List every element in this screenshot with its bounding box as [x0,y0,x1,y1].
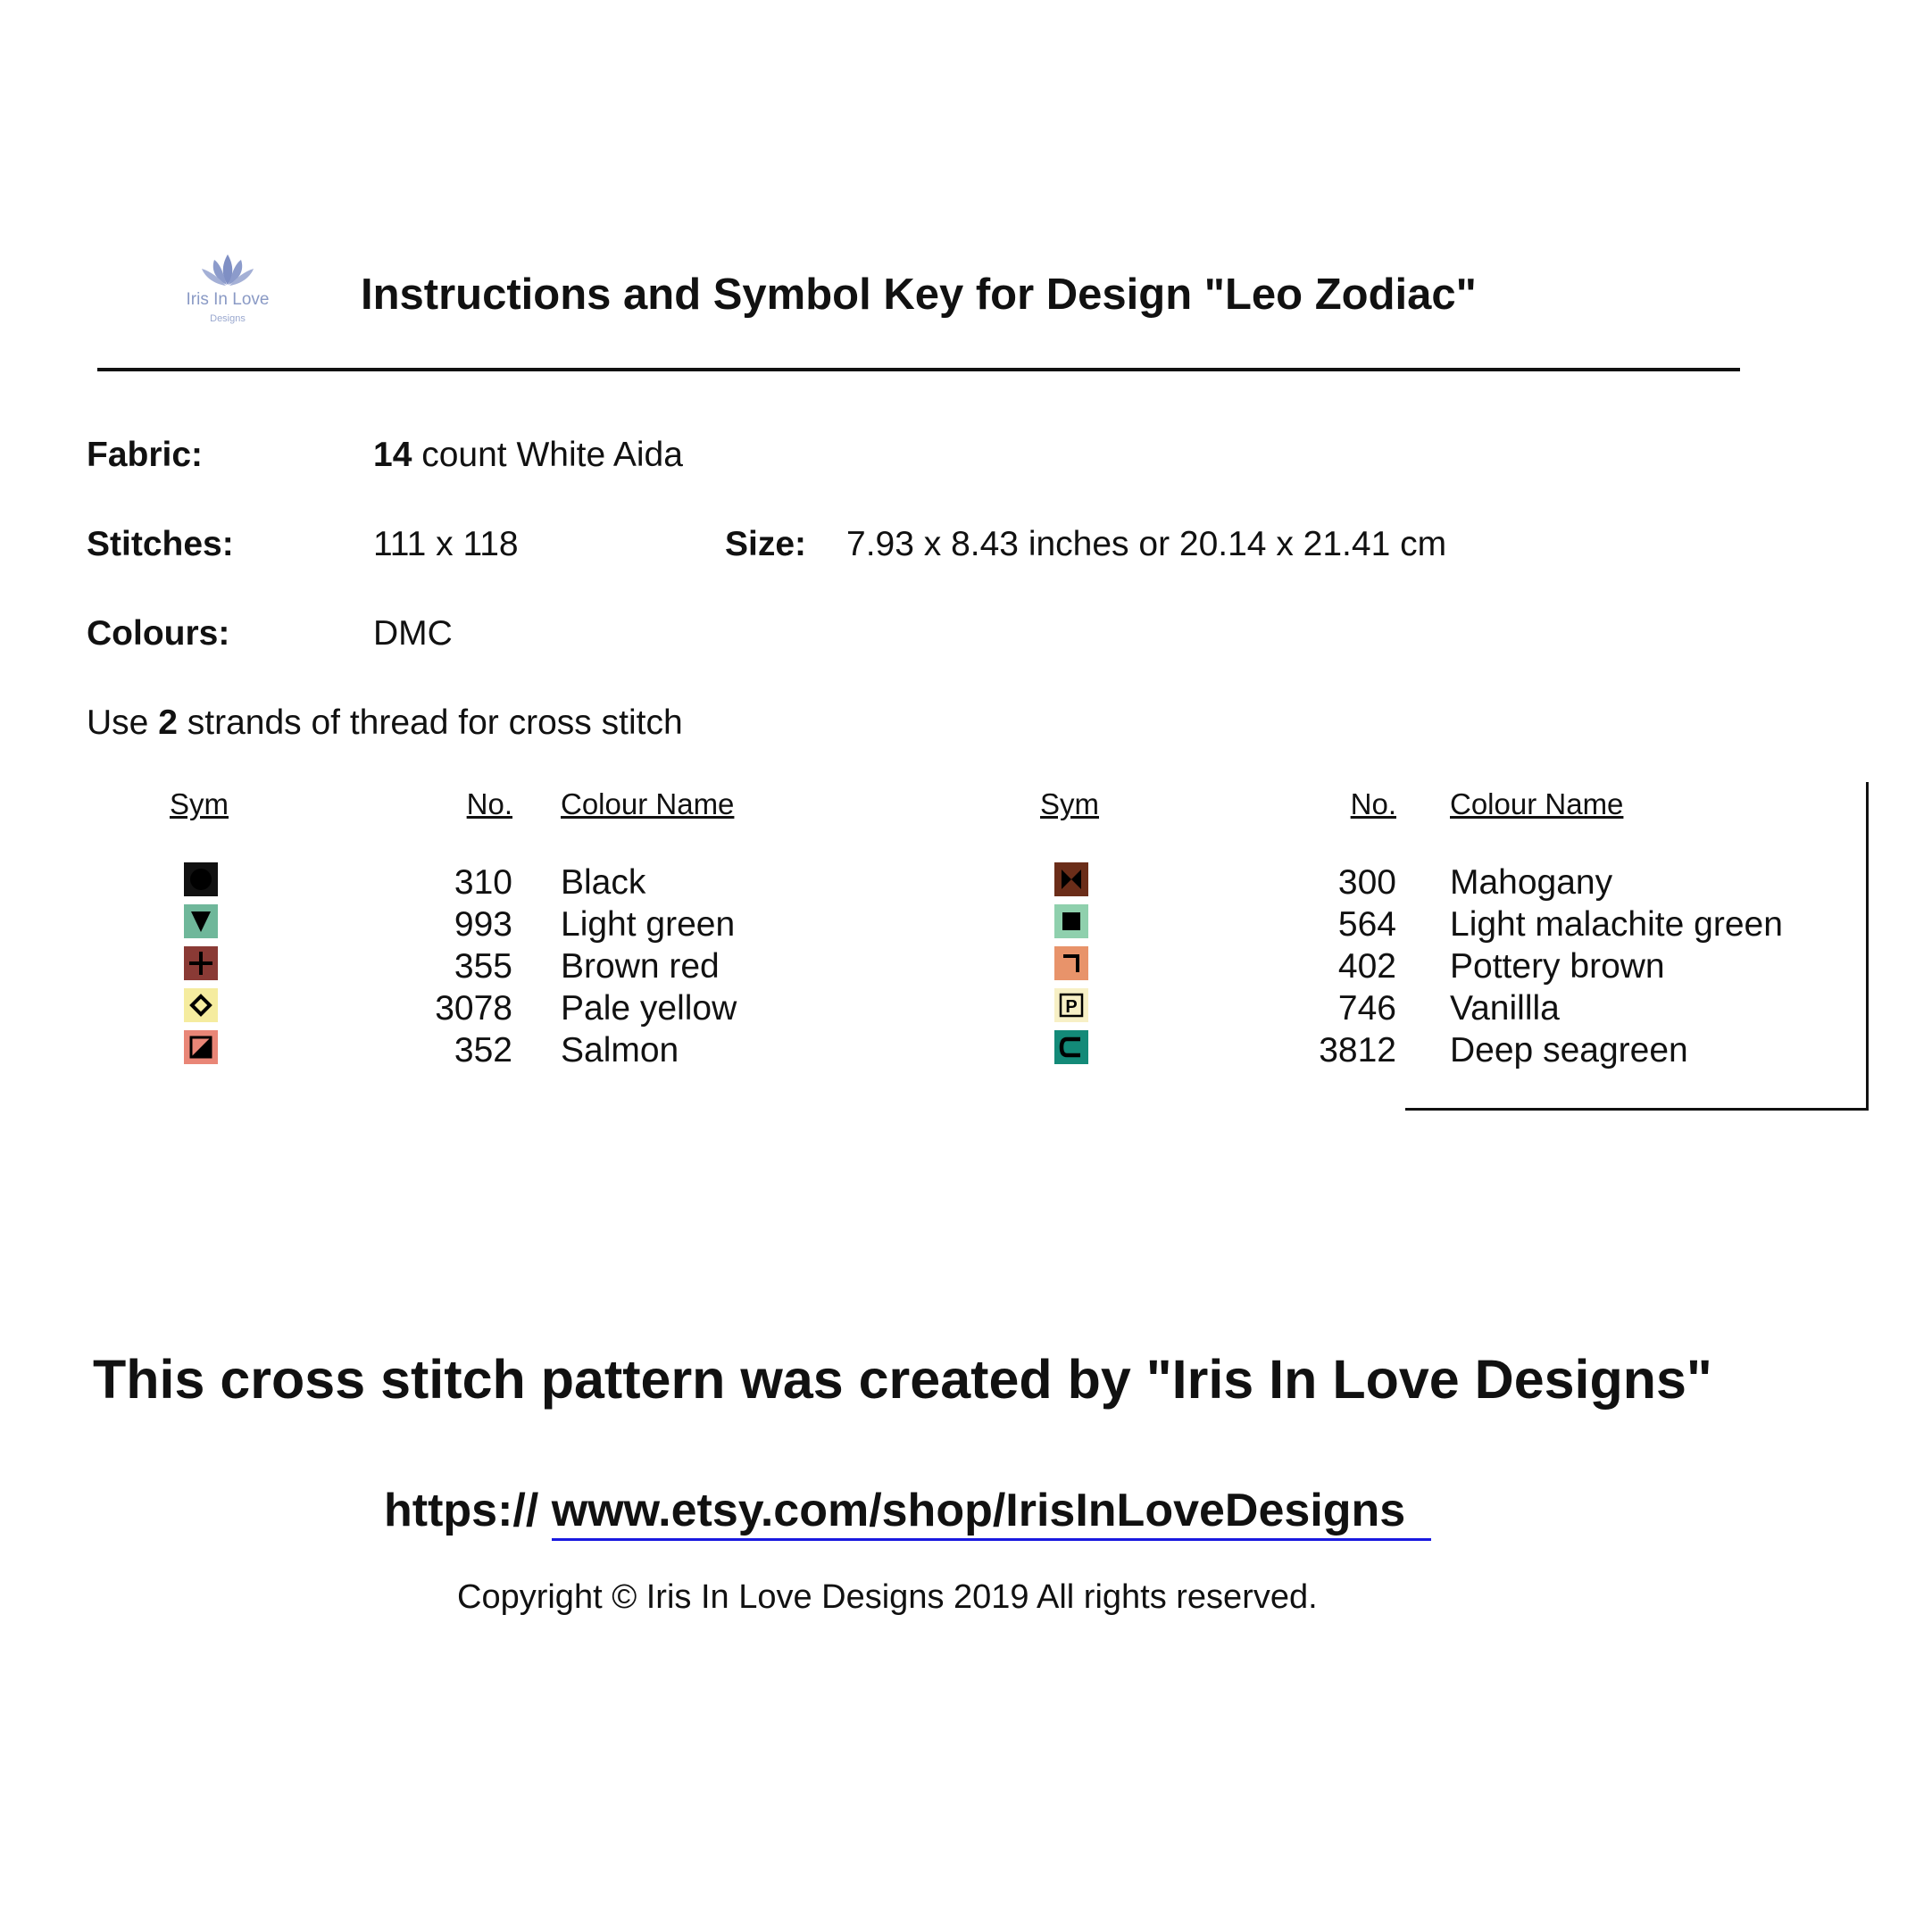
header-divider [97,368,1740,371]
row-colour-name: Light malachite green [1450,905,1783,944]
copyright-notice: Copyright © Iris In Love Designs 2019 All rights reserved. [457,1578,1318,1616]
url-prefix: https:// [384,1485,552,1536]
letter-p-glyph: P [1065,997,1078,1017]
shop-link[interactable] [552,1485,1431,1541]
symbol-swatch-300 [1054,862,1088,896]
row-colour-name: Brown red [561,947,720,986]
row-number: 746 [1337,989,1396,1028]
symbol-swatch-3078 [184,988,218,1022]
size-value: 7.93 x 8.43 inches or 20.14 x 21.41 cm [846,525,1447,563]
strands-prefix: Use [87,703,159,742]
fabric-description: count White Aida [412,436,683,474]
logo-text: Iris In Love [186,290,270,309]
size-label: Size: [725,525,807,563]
shop-link-text[interactable] [552,1485,1431,1541]
stitches-value: 111 x 118 [373,525,519,563]
row-colour-name: Deep seagreen [1450,1031,1688,1070]
colours-label: Colours: [87,614,230,653]
table-border-right [1866,782,1869,1111]
symbol-swatch-3812 [1054,1030,1088,1064]
shop-link-label[interactable]: www.etsy.com/shop/IrisInLoveDesigns [551,1485,1406,1536]
corner-icon [1054,946,1088,980]
row-number: 564 [1337,905,1396,944]
row-number: 3812 [1319,1031,1396,1070]
row-number: 352 [454,1031,512,1070]
row-number: 300 [1337,863,1396,902]
down-triangle-icon [184,904,218,938]
row-number: 355 [454,947,512,986]
header-sym-left: Sym [170,787,229,820]
fabric-label: Fabric: [87,436,204,474]
symbol-swatch-746 [1054,988,1088,1022]
logo-subtext: Designs [210,313,246,324]
filled-square-icon [1054,904,1088,938]
half-triangle-icon [184,1030,218,1064]
letter-p-icon [1054,988,1088,1022]
brand-logo [179,253,277,333]
row-number: 402 [1337,947,1396,986]
fabric-value [373,436,683,475]
row-colour-name: Light green [561,905,736,944]
credit-line: This cross stitch pattern was created by "Iris In Love Designs" [93,1349,1712,1410]
header-name-left: Colour Name [561,787,735,820]
strands-count: 2 [158,703,178,742]
header-sym-right: Sym [1040,787,1099,820]
plus-icon [184,946,218,980]
row-colour-name: Pottery brown [1450,947,1665,986]
header-name-right: Colour Name [1450,787,1624,820]
stitches-label: Stitches: [87,525,234,563]
header-no-right: No. [1350,787,1396,820]
shop-link-trailing[interactable] [1405,1485,1431,1536]
strands-instruction [87,703,683,743]
table-border-bottom [1405,1108,1869,1111]
bowtie-icon [1054,862,1088,896]
fabric-count: 14 [373,436,412,474]
symbol-swatch-993 [184,904,218,938]
diamond-outline-icon [184,988,218,1022]
row-colour-name: Vanillla [1450,989,1560,1028]
row-colour-name: Black [561,863,646,902]
symbol-swatch-352 [184,1030,218,1064]
row-number: 310 [454,863,512,902]
symbol-swatch-402 [1054,946,1088,980]
c-shape-icon [1054,1030,1088,1064]
row-colour-name: Salmon [561,1031,679,1070]
shop-url [384,1484,1431,1537]
strands-suffix: strands of thread for cross stitch [177,703,683,742]
lotus-icon [179,253,277,290]
row-colour-name: Pale yellow [561,989,737,1028]
symbol-swatch-310 [184,862,218,896]
row-number: 3078 [435,989,512,1028]
symbol-swatch-564 [1054,904,1088,938]
header-no-left: No. [466,787,512,820]
symbol-swatch-355 [184,946,218,980]
colours-value: DMC [373,614,453,653]
filled-circle-icon [184,862,218,896]
row-number: 993 [454,905,512,944]
row-colour-name: Mahogany [1450,863,1613,902]
page-title: Instructions and Symbol Key for Design "Leo Zodiac" [361,271,1477,319]
